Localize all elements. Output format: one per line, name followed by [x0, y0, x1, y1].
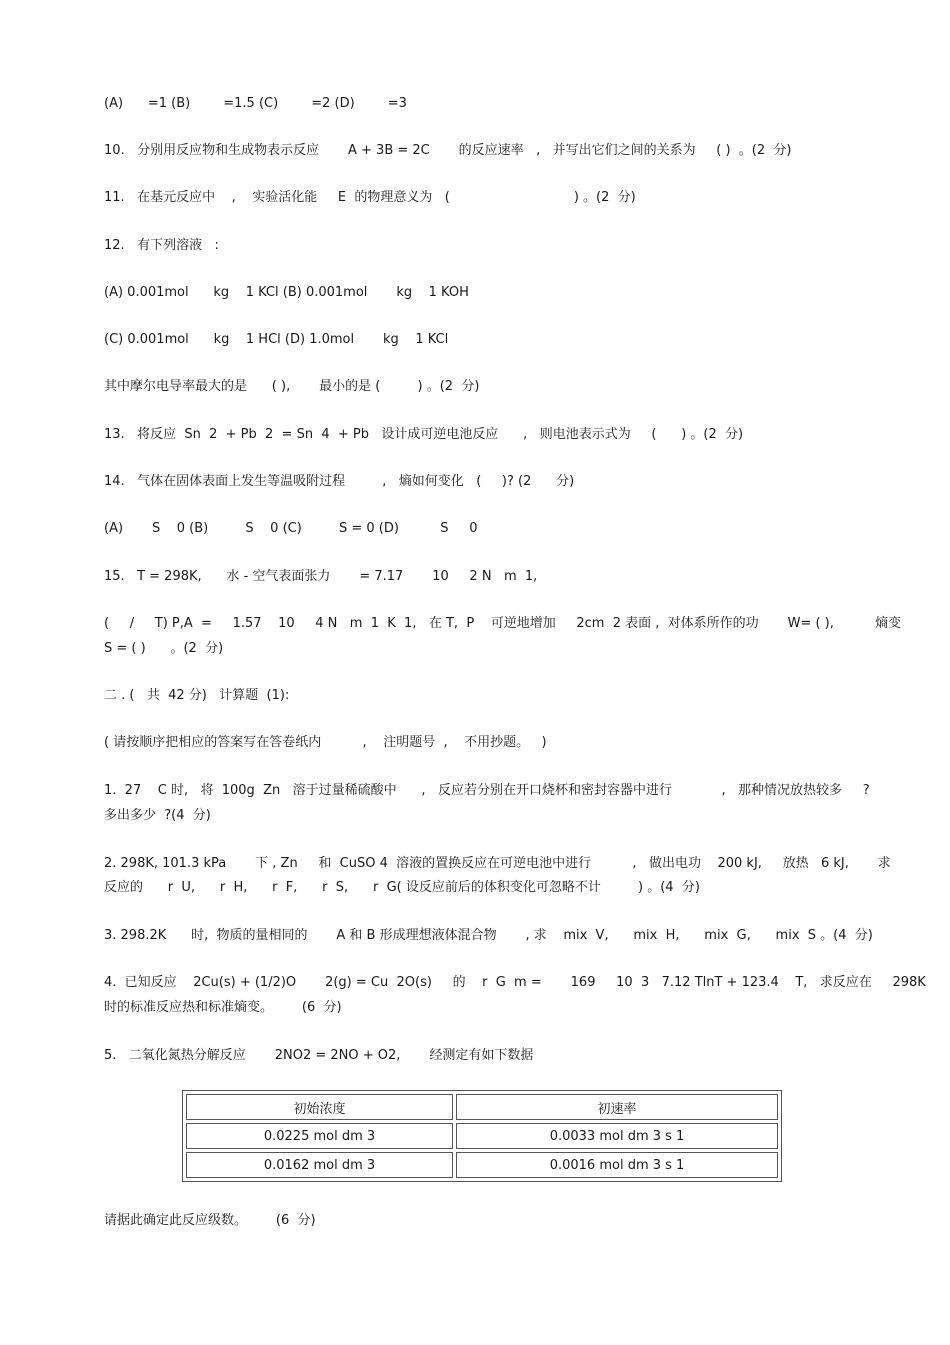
table-cell: 0.0033 mol dm 3 s 1 [456, 1123, 778, 1149]
q12-option-ab: (A) 0.001mol kg 1 KCl (B) 0.001mol kg 1 KOH [104, 285, 469, 300]
table-header-row [186, 1094, 778, 1120]
header-initial-rate: 初速率 [456, 1094, 778, 1120]
q15-line-3: S = ( ) 。(2 分) [104, 641, 224, 656]
table-row [186, 1123, 778, 1149]
rate-data-table [182, 1090, 782, 1182]
calc-2-line-2: 反应的 r U, r H, r F, r S, r G( 设反应前后的体积变化可忽略不计 ) 。(4 分) [104, 880, 700, 895]
calc-5-prompt: 请据此确定此反应级数。 (6 分) [104, 1213, 316, 1228]
q12-option-cd: (C) 0.001mol kg 1 HCl (D) 1.0mol kg 1 KCl [104, 332, 449, 347]
table-cell: 0.0162 mol dm 3 [186, 1152, 453, 1178]
question-13: 13. 将反应 Sn 2 + Pb 2 = Sn 4 + Pb 设计成可逆电池反应 , 则电池表示式为 ( ) 。(2 分) [104, 427, 744, 442]
calc-2-line-1: 2. 298K, 101.3 kPa 下 , Zn 和 CuSO 4 溶液的置换反应在可逆电池中进行 , 做出电功 200 kJ, 放热 6 kJ, 求 [104, 856, 891, 871]
table-cell: 0.0016 mol dm 3 s 1 [456, 1152, 778, 1178]
question-15: 15. T = 298K, 水 - 空气表面张力 = 7.17 10 2 N m 1, [104, 569, 538, 584]
section-2-title: 二 . ( 共 42 分) 计算题 (1): [104, 688, 290, 703]
table-row [186, 1152, 778, 1178]
q12-prompt: 其中摩尔电导率最大的是 ( ), 最小的是 ( ) 。(2 分) [104, 379, 480, 394]
calc-1-line-2: 多出多少 ?(4 分) [104, 808, 211, 823]
table-cell: 0.0225 mol dm 3 [186, 1123, 453, 1149]
question-11: 11. 在基元反应中 , 实验活化能 E 的物理意义为 ( ) 。(2 分) [104, 190, 636, 205]
calc-1-line-1: 1. 27 C 时, 将 100g Zn 溶于过量稀硫酸中 , 反应若分别在开口烧杯和密封容器中进行 , 那种情况放热较多 ? [104, 783, 870, 798]
q9-options: (A) =1 (B) =1.5 (C) =2 (D) =3 [104, 96, 407, 111]
section-2-instructions: ( 请按顺序把相应的答案写在答卷纸内 , 注明题号 , 不用抄题。 ) [104, 735, 547, 750]
header-initial-concentration: 初始浓度 [186, 1094, 453, 1120]
q14-options: (A) S 0 (B) S 0 (C) S = 0 (D) S 0 [104, 521, 478, 536]
q15-line-2: ( / T) P,A = 1.57 10 4 N m 1 K 1, 在 T, P 可逆地增加 2cm 2 表面 , 对体系所作的功 W= ( ), 熵变 [104, 616, 902, 631]
calc-4-line-2: 时的标准反应热和标准熵变。 (6 分) [104, 1000, 342, 1015]
calc-4-line-1: 4. 已知反应 2Cu(s) + (1/2)O 2(g) = Cu 2O(s) 的 r G m = 169 10 3 7.12 TlnT + 123.4 T, 求反应在 298K [104, 975, 926, 990]
question-14: 14. 气体在固体表面上发生等温吸附过程 , 熵如何变化 ( )? (2 分) [104, 474, 575, 489]
calc-3: 3. 298.2K 时, 物质的量相同的 A 和 B 形成理想液体混合物 , 求 mix V, mix H, mix G, mix S 。(4 分) [104, 928, 873, 943]
question-10: 10. 分别用反应物和生成物表示反应 A + 3B = 2C 的反应速率 , 并写出它们之间的关系为 ( ) 。(2 分) [104, 143, 792, 158]
calc-5: 5. 二氧化氮热分解反应 2NO2 = 2NO + O2, 经测定有如下数据 [104, 1048, 534, 1063]
question-12: 12. 有下列溶液 : [104, 238, 219, 253]
